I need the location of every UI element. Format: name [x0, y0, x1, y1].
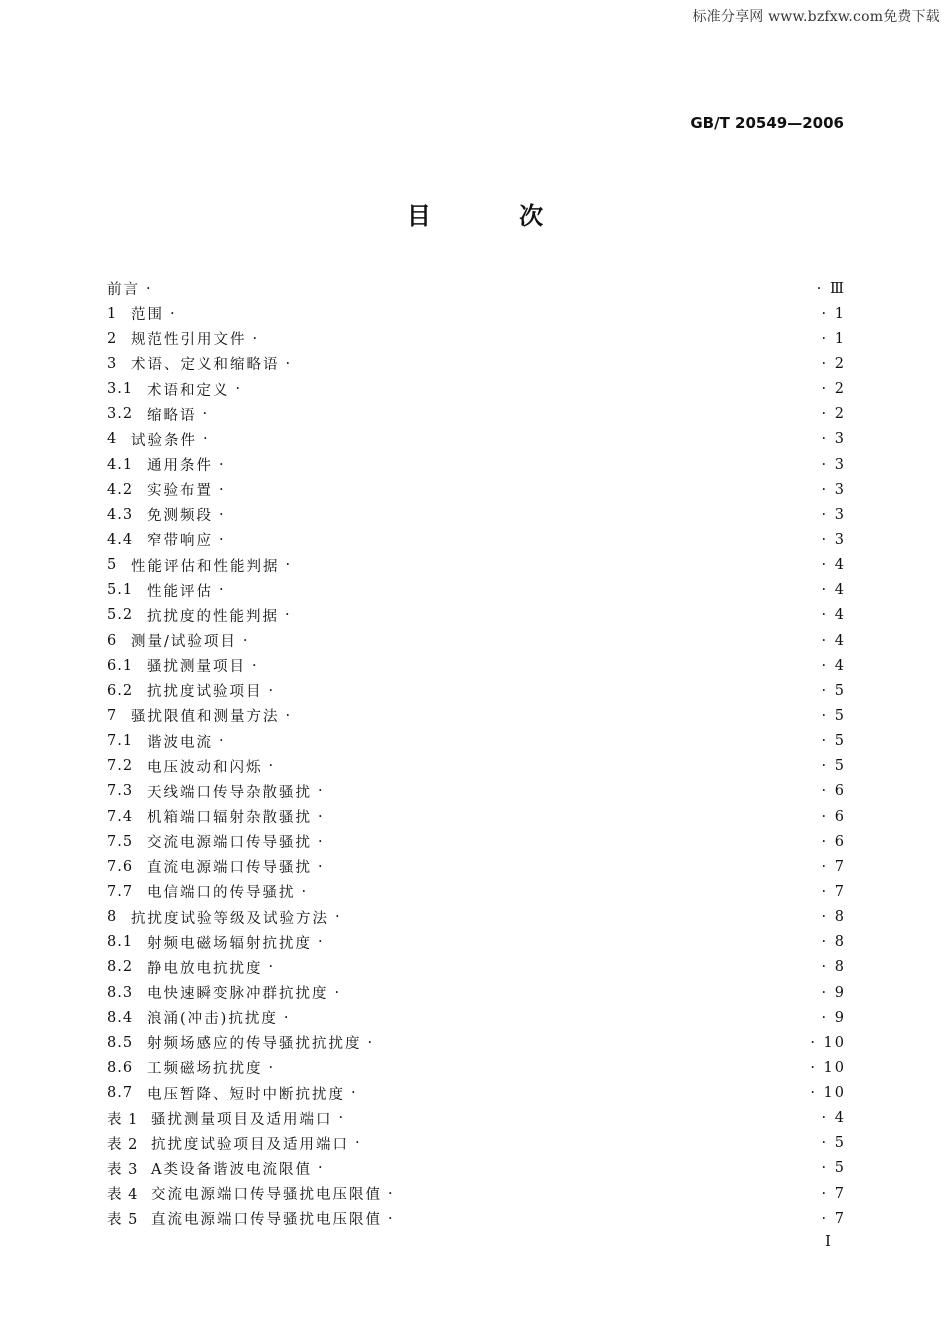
toc-entry[interactable] — [107, 1005, 846, 1030]
toc-leader-dot: · — [268, 758, 274, 775]
toc-entry-number: 8.6 — [107, 1059, 134, 1076]
toc-entry-number: 8.1 — [107, 934, 134, 951]
toc-leader-dot: · — [388, 1210, 393, 1227]
toc-entry-label: 工频磁场抗扰度 — [147, 1061, 263, 1078]
standard-number: GB/T 20549—2006 — [690, 114, 844, 132]
toc-entry[interactable] — [107, 729, 846, 754]
toc-entry-label: 射频场感应的传导骚扰抗扰度 — [147, 1036, 362, 1053]
toc-entry-label: 静电放电抗扰度 — [147, 960, 263, 977]
toc-entry-label: 抗扰度试验项目及适用端口 — [151, 1136, 349, 1153]
toc-entry-page: · 3 — [821, 506, 846, 523]
toc-entry-label: 规范性引用文件 — [131, 332, 247, 349]
toc-entry-page: · 3 — [821, 431, 846, 448]
toc-entry[interactable] — [107, 1055, 846, 1080]
toc-entry-page: · 8 — [821, 959, 846, 976]
toc-entry-label: 电快速瞬变脉冲群抗扰度 — [147, 986, 329, 1002]
toc-entry-number: 7.7 — [107, 883, 134, 900]
toc-leader-dot: · — [301, 883, 307, 900]
toc-entry-label: 术语和定义 — [147, 382, 230, 399]
toc-entry[interactable] — [107, 1030, 846, 1055]
toc-entry-number: 4.1 — [107, 456, 134, 473]
toc-entry-label: A类设备谐波电流限值 — [151, 1161, 312, 1178]
toc-entry-label: 性能评估 — [147, 583, 213, 600]
toc-entry[interactable] — [107, 1081, 846, 1106]
toc-entry[interactable] — [107, 553, 846, 578]
toc-leader-dot: · — [334, 984, 340, 1001]
toc-entry[interactable] — [107, 477, 846, 502]
toc-entry-label: 实验布置 — [147, 483, 213, 500]
toc-entry-label: 性能评估和性能判据 — [131, 558, 280, 575]
table-of-contents — [107, 276, 846, 1231]
toc-entry-number: 8.3 — [107, 984, 134, 1001]
toc-entry[interactable] — [107, 628, 846, 653]
toc-entry-page: · 8 — [821, 934, 846, 951]
toc-entry-page: · Ⅲ — [816, 280, 846, 297]
toc-entry-number: 表 4 — [107, 1187, 139, 1204]
toc-leader-dot: · — [170, 305, 175, 322]
toc-leader-dot: · — [318, 833, 323, 850]
toc-entry-label: 术语、定义和缩略语 — [131, 357, 280, 374]
toc-leader-dot: · — [388, 1185, 393, 1202]
toc-entry-page: · 5 — [821, 758, 846, 775]
toc-entry[interactable] — [107, 377, 846, 402]
page-title: 目 次 — [406, 202, 584, 230]
toc-entry[interactable] — [107, 276, 846, 301]
toc-entry-number: 7.2 — [107, 758, 134, 775]
toc-entry-label: 交流电源端口传导骚扰电压限值 — [151, 1187, 382, 1204]
toc-entry-page: · 2 — [821, 406, 846, 423]
toc-leader-dot: · — [285, 557, 291, 574]
toc-entry[interactable] — [107, 603, 846, 628]
toc-entry-page: · 3 — [821, 531, 846, 548]
toc-entry-label: 交流电源端口传导骚扰 — [147, 835, 312, 852]
toc-leader-dot: · — [283, 1009, 289, 1026]
toc-leader-dot: · — [146, 280, 151, 297]
toc-entry-label: 前言 — [107, 282, 140, 299]
toc-entry-page: · 6 — [821, 808, 846, 825]
page-number: I — [825, 1232, 831, 1250]
toc-entry[interactable] — [107, 452, 846, 477]
toc-entry-page: · 7 — [821, 1185, 846, 1202]
toc-entry-page: · 5 — [821, 682, 846, 699]
toc-entry[interactable] — [107, 905, 846, 930]
toc-entry-number: 7 — [107, 707, 118, 724]
toc-entry-label: 射频电磁场辐射抗扰度 — [147, 935, 312, 952]
toc-leader-dot: · — [242, 632, 248, 649]
toc-leader-dot: · — [219, 582, 224, 599]
toc-entry-number: 8.2 — [107, 959, 134, 976]
toc-entry-page: · 2 — [821, 381, 846, 398]
toc-entry[interactable] — [107, 854, 846, 879]
toc-entry-page: · 7 — [821, 883, 846, 900]
toc-entry-label: 电信端口的传导骚扰 — [147, 885, 296, 902]
toc-entry-page: · 9 — [821, 984, 846, 1001]
toc-entry[interactable] — [107, 1106, 846, 1131]
toc-entry[interactable] — [107, 754, 846, 779]
toc-entry-page: · 4 — [821, 1110, 846, 1127]
toc-entry[interactable] — [107, 402, 846, 427]
toc-entry-number: 8.5 — [107, 1034, 134, 1051]
toc-entry-label: 抗扰度试验项目 — [147, 684, 263, 701]
toc-entry-label: 抗扰度的性能判据 — [147, 608, 279, 625]
toc-entry-label: 通用条件 — [147, 458, 213, 475]
toc-entry-number: 表 3 — [107, 1161, 139, 1178]
toc-leader-dot: · — [219, 481, 224, 498]
toc-entry[interactable] — [107, 653, 846, 678]
toc-entry-number: 4.2 — [107, 481, 134, 498]
toc-leader-dot: · — [367, 1034, 373, 1051]
toc-entry-label: 骚扰测量项目 — [147, 659, 246, 676]
toc-entry-number: 3 — [107, 355, 118, 372]
toc-entry-number: 8.7 — [107, 1085, 134, 1102]
toc-entry-number: 6.1 — [107, 657, 134, 674]
toc-entry-number: 表 5 — [107, 1212, 139, 1229]
toc-entry-number: 7.1 — [107, 733, 134, 750]
toc-entry-page: · 10 — [810, 1059, 846, 1076]
toc-entry-page: · 7 — [821, 1210, 846, 1227]
toc-leader-dot: · — [338, 1110, 344, 1127]
toc-entry-page: · 5 — [821, 733, 846, 750]
toc-entry[interactable] — [107, 578, 846, 603]
toc-leader-dot: · — [351, 1085, 356, 1102]
toc-entry-page: · 6 — [821, 783, 846, 800]
toc-entry[interactable] — [107, 1181, 846, 1206]
toc-leader-dot: · — [268, 959, 274, 976]
toc-leader-dot: · — [318, 783, 323, 800]
toc-entry-number: 7.6 — [107, 858, 134, 875]
toc-entry-page: · 4 — [821, 607, 846, 624]
toc-entry[interactable] — [107, 527, 846, 552]
toc-entry-label: 骚扰限值和测量方法 — [131, 709, 280, 726]
toc-leader-dot: · — [203, 431, 208, 448]
toc-leader-dot: · — [285, 707, 291, 724]
toc-entry-label: 试验条件 — [131, 432, 197, 449]
toc-entry-page: · 4 — [821, 657, 846, 674]
toc-entry-page: · 3 — [821, 456, 846, 473]
toc-entry[interactable] — [107, 980, 846, 1005]
toc-entry-number: 6 — [107, 632, 118, 649]
toc-entry[interactable] — [107, 1156, 846, 1181]
toc-entry-number: 3.2 — [107, 406, 134, 423]
toc-entry-number: 8 — [107, 909, 118, 926]
toc-leader-dot: · — [219, 456, 224, 473]
toc-entry-page: · 10 — [810, 1034, 846, 1051]
toc-entry-page: · 6 — [821, 833, 846, 850]
toc-entry-label: 机箱端口辐射杂散骚扰 — [147, 810, 312, 827]
toc-entry[interactable] — [107, 955, 846, 980]
toc-leader-dot: · — [219, 506, 224, 523]
toc-entry-number: 8.4 — [107, 1009, 134, 1026]
toc-entry-number: 5.2 — [107, 607, 134, 624]
toc-leader-dot: · — [268, 682, 274, 699]
toc-entry-label: 缩略语 — [147, 407, 197, 424]
toc-entry-page: · 7 — [821, 858, 846, 875]
toc-entry[interactable] — [107, 301, 846, 326]
toc-entry[interactable] — [107, 1206, 846, 1231]
toc-entry-number: 表 2 — [107, 1136, 139, 1153]
toc-entry-page: · 4 — [821, 557, 846, 574]
toc-entry-number: 4.4 — [107, 531, 134, 548]
toc-leader-dot: · — [285, 607, 290, 624]
toc-entry-page: · 8 — [821, 909, 846, 926]
toc-entry[interactable] — [107, 502, 846, 527]
toc-entry-page: · 9 — [821, 1009, 846, 1026]
toc-entry-page: · 5 — [821, 707, 846, 724]
toc-leader-dot: · — [252, 657, 257, 674]
toc-leader-dot: · — [202, 406, 208, 423]
toc-entry-page: · 1 — [821, 330, 846, 347]
toc-entry-number: 7.4 — [107, 808, 134, 825]
toc-entry-page: · 10 — [810, 1085, 846, 1102]
toc-entry-number: 表 1 — [107, 1111, 139, 1128]
toc-entry-number: 6.2 — [107, 682, 134, 699]
toc-entry[interactable] — [107, 1131, 846, 1156]
toc-entry[interactable] — [107, 427, 846, 452]
watermark-text: 标准分享网 www.bzfxw.com免费下载 — [692, 9, 940, 25]
toc-leader-dot: · — [268, 1059, 274, 1076]
toc-entry-label: 浪涌(冲击)抗扰度 — [147, 1011, 278, 1028]
toc-entry-page: · 2 — [821, 355, 846, 372]
toc-entry-label: 电压暂降、短时中断抗扰度 — [147, 1086, 345, 1103]
toc-entry-page: · 1 — [821, 305, 846, 322]
toc-entry[interactable] — [107, 326, 846, 351]
toc-entry-number: 7.5 — [107, 833, 134, 850]
toc-leader-dot: · — [285, 355, 291, 372]
toc-leader-dot: · — [235, 381, 241, 398]
toc-entry-number: 3.1 — [107, 381, 134, 398]
toc-entry-page: · 3 — [821, 481, 846, 498]
toc-leader-dot: · — [219, 531, 224, 548]
toc-entry-label: 范围 — [131, 307, 164, 324]
toc-entry-label: 抗扰度试验等级及试验方法 — [131, 910, 329, 927]
toc-leader-dot: · — [317, 1160, 323, 1177]
toc-leader-dot: · — [355, 1135, 360, 1152]
toc-entry-number: 4.3 — [107, 506, 134, 523]
toc-entry[interactable] — [107, 351, 846, 376]
toc-entry-label: 直流电源端口传导骚扰 — [147, 860, 312, 877]
toc-entry-label: 直流电源端口传导骚扰电压限值 — [151, 1212, 382, 1229]
toc-entry-page: · 5 — [821, 1135, 846, 1152]
toc-leader-dot: · — [318, 934, 323, 951]
toc-leader-dot: · — [335, 909, 340, 926]
toc-leader-dot: · — [318, 808, 323, 825]
toc-entry[interactable] — [107, 879, 846, 904]
toc-entry[interactable] — [107, 678, 846, 703]
toc-entry-number: 5 — [107, 557, 118, 574]
toc-entry-number: 7.3 — [107, 783, 134, 800]
toc-entry-label: 窄带响应 — [147, 533, 213, 550]
toc-entry[interactable] — [107, 779, 846, 804]
toc-entry-label: 天线端口传导杂散骚扰 — [147, 784, 312, 801]
toc-entry-number: 5.1 — [107, 582, 134, 599]
toc-entry-label: 骚扰测量项目及适用端口 — [151, 1111, 333, 1128]
toc-entry-number: 2 — [107, 330, 118, 347]
toc-entry-page: · 4 — [821, 632, 846, 649]
toc-entry-label: 谐波电流 — [147, 734, 213, 751]
toc-entry-label: 免测频段 — [147, 508, 213, 525]
toc-entry-number: 4 — [107, 431, 118, 448]
toc-leader-dot: · — [252, 330, 258, 347]
toc-entry-page: · 5 — [821, 1160, 846, 1177]
toc-entry-label: 电压波动和闪烁 — [147, 759, 263, 776]
toc-entry[interactable] — [107, 829, 846, 854]
toc-entry-label: 测量/试验项目 — [131, 634, 237, 651]
toc-leader-dot: · — [318, 858, 323, 875]
toc-entry-number: 1 — [107, 305, 118, 322]
toc-leader-dot: · — [219, 733, 224, 750]
toc-entry[interactable] — [107, 804, 846, 829]
toc-entry[interactable] — [107, 703, 846, 728]
toc-entry[interactable] — [107, 930, 846, 955]
toc-entry-page: · 4 — [821, 582, 846, 599]
